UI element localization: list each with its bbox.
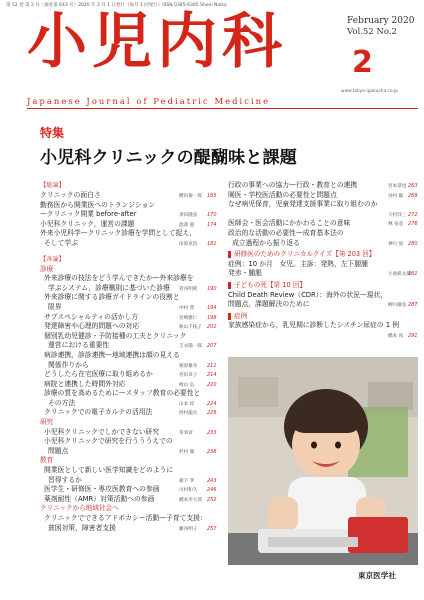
toc-entry (40, 428, 220, 438)
toc-entry (40, 284, 220, 294)
publisher-url: www.tokyo-igakusha.co.jp (341, 89, 398, 94)
toc-entry-title: サブスペシャルティの活かし方 (44, 312, 139, 321)
toc-entry (40, 322, 220, 332)
feature-label: 特集 (40, 126, 65, 140)
toc-entry (228, 331, 418, 341)
toc-entry-title: 園医・学校医活動の必要性と問題点 (228, 190, 337, 199)
toc-entry (228, 260, 408, 270)
toc-column-heading (228, 312, 408, 322)
toc-entry-title: 発達障害や心理的問題への対応 (44, 322, 140, 331)
toc-entry-title: 行政の事業への協力—行政・教育との連携 (228, 181, 358, 189)
toc-entry (40, 524, 220, 534)
toc-entry-author: 田原卓浩 (179, 241, 198, 247)
toc-entry-title: 家族感染症から，乳児期に診断したシスチン尿症の 1 例 (228, 321, 400, 330)
toc-entry-author: 林 泉彦 (388, 222, 404, 228)
toc-entry (40, 210, 220, 220)
toc-entry-title: そして学ぶ (44, 238, 78, 247)
toc-entry-title: 小児科クリニックで研究を行うううえでの (44, 437, 173, 446)
divider-line (27, 108, 418, 109)
toc-entry-author: 菅谷明則 (179, 286, 198, 292)
toc-entry-title: 限界 (48, 302, 62, 311)
toc-entry-author: 池澤 滋 (179, 222, 195, 228)
toc-entry-page: 220 (207, 381, 217, 388)
toc-entry-page: 198 (207, 314, 217, 321)
toc-entry-page: 181 (207, 240, 217, 247)
toc-section-heading: 【総論】 (40, 182, 65, 189)
toc-entry-author: 小池研太朗 (388, 272, 411, 278)
toc-entry (228, 238, 418, 249)
toc-entry-author: 橋本 真 (388, 333, 404, 339)
toc-entry-title: 関係作りから (48, 360, 89, 369)
toc-entry-title: 外来診療の技法をどう学んできたか—外来診療を (44, 274, 194, 283)
toc-entry-title: 外来診療に関する診療ガイドラインの役割と (44, 293, 180, 302)
toc-entry-author: 吉永陽一郎 (179, 344, 202, 350)
toc-section-heading: 【各論】 (40, 255, 65, 263)
toc-entry (228, 210, 418, 220)
toc-entry-title: 勤務医から開業医へのトランジション (40, 200, 156, 209)
toc-entry-title: 病院と連携した時間外対応 (44, 379, 126, 388)
toc-entry (40, 514, 220, 524)
toc-entry-author: 山本 淳 (179, 401, 195, 407)
toc-entry-page: 174 (207, 221, 217, 228)
toc-entry-title: 医師会・医会活動にかかわることの意味 (228, 219, 351, 228)
toc-entry (40, 370, 220, 380)
toc-entry (40, 201, 220, 211)
toc-subsection-heading: 研究 (40, 418, 54, 427)
toc-entry (40, 495, 220, 505)
toc-column-heading-text: 研修医のためのクリニカルクイズ【第 203 回】 (234, 250, 376, 259)
toc-entry-author: 草刈章 (179, 430, 193, 436)
toc-entry-page: 268 (408, 192, 418, 199)
toc-entry-title: 問題点，課題解決のために (228, 300, 310, 309)
toc-entry-author: 藤谷明子 (179, 526, 198, 532)
toc-entry (40, 437, 220, 447)
toc-entry-author: 宮田章子 (179, 373, 198, 379)
volume-number: Vol.52 No.2 (347, 27, 397, 37)
toc-column-heading (228, 281, 408, 291)
toc-entry-author: 秋山千枝子 (179, 325, 202, 331)
toc-entry (40, 293, 220, 303)
publisher-name: 東京医学社 (358, 571, 396, 580)
toc-entry-page: 194 (207, 304, 217, 311)
toc-entry-author: 相原雄幸 (179, 363, 198, 369)
toc-entry (40, 229, 220, 239)
toc-entry (40, 389, 220, 399)
toc-column-heading (228, 250, 408, 260)
toc-entry (40, 485, 220, 495)
toc-entry-author: 須田隆彦 (179, 213, 198, 219)
toc-entry-page: 211 (207, 362, 217, 369)
toc-entry-author: 神川 晃 (388, 241, 404, 247)
toc-entry (40, 274, 220, 284)
toc-entry-author: 宮崎雅仁 (179, 315, 198, 321)
toc-entry-page: 287 (408, 302, 418, 309)
toc-entry (40, 380, 220, 390)
toc-entry-page: 170 (207, 212, 217, 219)
toc-entry-author: 横田俊一郎 (179, 194, 202, 199)
toc-entry-title: —クリニック開業 before-after (40, 210, 137, 219)
toc-entry (228, 190, 418, 201)
toc-entry-page: 252 (207, 496, 217, 503)
toc-entry-title: 薬剤耐性（AMR）対策活動への参画 (44, 494, 155, 503)
cover-photo (228, 357, 418, 565)
toc-entry-page: 272 (408, 211, 418, 218)
toc-entry (40, 476, 220, 486)
toc-entry-author: 板下 孝 (179, 478, 195, 484)
toc-entry-page: 214 (207, 372, 217, 379)
toc-entry-title: 発赤・腫脹 (228, 269, 262, 278)
toc-entry-title: 政治的な活動の必要性—成育基本法の (228, 228, 344, 237)
toc-entry-page: 257 (207, 525, 217, 532)
toc-entry-author: 橋本赤大郎 (179, 497, 202, 503)
toc-entry-author: 杉村 徹 (179, 449, 195, 455)
toc-entry-page: 246 (207, 487, 217, 494)
toc-entry (228, 181, 418, 191)
toc-entry-author: 柳川敏彦 (388, 303, 407, 309)
toc-entry (40, 313, 220, 323)
toc-column-heading-text: 子どもの死【第 10 回】 (234, 280, 306, 289)
toc-entry-title: 病診連携，診診連携—地域連携は顔の見える (44, 350, 180, 359)
toc-entry-page: 243 (207, 477, 217, 484)
toc-entry-author: 川村和久 (179, 488, 198, 494)
toc-entry-page: 207 (207, 343, 217, 350)
toc-entry (40, 361, 220, 371)
toc-entry (40, 351, 220, 361)
toc-entry-author: 大村洋三 (388, 212, 407, 218)
toc-entry-title: 成立過程から振り返る (232, 238, 300, 247)
toc-entry-page: 291 (408, 332, 418, 339)
feature-title: 小児科クリニックの醍醐味と課題 (40, 148, 297, 168)
toc-right-column (228, 181, 418, 341)
toc-entry-page: 224 (207, 400, 217, 407)
toc-entry-page: 263 (408, 183, 418, 189)
toc-entry-page: 280 (408, 240, 418, 247)
toc-entry (40, 239, 220, 249)
toc-entry-page: 238 (207, 448, 217, 455)
heading-marker (228, 282, 231, 289)
heading-marker (228, 251, 231, 258)
toc-entry-author: 西村龍夫 (179, 411, 198, 417)
toc-entry-title: 学ぶシステム，診療概則に基づいた診療 (48, 283, 170, 292)
toc-subsection-heading: クリニックから地域社会へ (40, 504, 119, 513)
toc-entry-author: 中村 豊 (179, 305, 195, 311)
toc-entry (40, 341, 220, 351)
journal-title: 小児内科 (27, 7, 287, 77)
toc-entry (40, 447, 220, 457)
toc-entry (40, 332, 220, 342)
toc-entry-title: どうしたら在宅医療に取り組めるか (44, 370, 153, 379)
toc-entry-page: 233 (207, 429, 217, 436)
toc-subsection-heading: 診療 (40, 264, 54, 273)
toc-entry-title: なぜ病児保育，児童発達支援事業に取り組むのか (228, 200, 378, 209)
toc-entry-title: その方法 (48, 398, 76, 407)
toc-column-heading-text: 症例 (234, 311, 248, 320)
issue-number: 2 (352, 45, 373, 80)
toc-entry-title: 開業医として新しい医学知識をどのように (44, 466, 174, 475)
toc-entry (228, 229, 408, 239)
toc-entry (228, 300, 418, 310)
toc-entry-page: 228 (207, 410, 217, 417)
toc-entry (228, 200, 408, 210)
toc-entry (40, 191, 220, 201)
toc-entry-title: 貧困対策，障害者支援 (48, 523, 116, 532)
toc-left-column (40, 181, 220, 533)
toc-entry-title: クリニックでできるアドボカシー活動—子育て支援： (44, 514, 207, 522)
toc-entry-author: 谷村 聡 (388, 193, 404, 199)
toc-entry-page: 190 (207, 285, 217, 292)
toc-entry-title: 個別乳幼児健診・予防接種の工夫とクリニック (44, 331, 187, 340)
child-photo-illustration (228, 357, 418, 565)
journal-english-title: Japanese Journal of Pediatric Medicine (27, 96, 271, 106)
toc-entry-title: 外来小児科学—クリニック診療を学問として捉え， (40, 229, 197, 238)
toc-entry-title: 問題点 (48, 446, 69, 455)
toc-entry-title: クリニックの面白さ (40, 191, 101, 199)
toc-entry-title: Child Death Review（CDR）：海外の状況—現状， (228, 290, 388, 299)
toc-entry-title: 習得するか (48, 475, 82, 484)
toc-entry-author: 崎山 弘 (179, 382, 195, 388)
toc-entry-title: 症例：10 か月 女児。主訴：発熱，左下腿腫 (228, 259, 368, 268)
toc-entry-page: 276 (408, 221, 418, 228)
toc-entry-page: 202 (207, 324, 217, 331)
toc-subsection-heading: 教育 (40, 456, 54, 465)
toc-entry (40, 220, 220, 230)
issue-month: February 2020 (347, 16, 415, 26)
toc-entry-page: 161 (408, 271, 418, 278)
toc-entry (40, 466, 220, 476)
masthead-meta: 第 52 巻 第 2 号（通巻第 643 号）2020 年 2 月 1 日発行（毎月 1 回発行）ISSN 0385-6305 Shoni Naika (6, 3, 227, 8)
toc-entry (228, 321, 408, 331)
toc-entry (228, 219, 418, 229)
toc-entry (228, 291, 408, 301)
toc-entry-title: 運営における重要性 (48, 341, 110, 350)
toc-entry-title: 診療の質を高めるために—スタッフ教育の必要性と (44, 389, 201, 398)
toc-entry-title: 医学生・研修医・専攻医教育への参画 (44, 485, 160, 494)
toc-entry-page: 165 (207, 193, 217, 199)
heading-marker (228, 313, 231, 320)
toc-entry-author: 宮本恭也 (388, 184, 407, 189)
toc-entry (228, 269, 418, 279)
toc-entry-title: クリニックでの電子カルテの活用法 (44, 408, 153, 417)
toc-entry-title: 小児科クリニックでしかできない研究 (44, 427, 160, 436)
toc-entry-title: 小児科クリニック，運営の課題 (40, 219, 135, 228)
toc-entry (40, 303, 220, 313)
toc-entry (40, 408, 220, 418)
